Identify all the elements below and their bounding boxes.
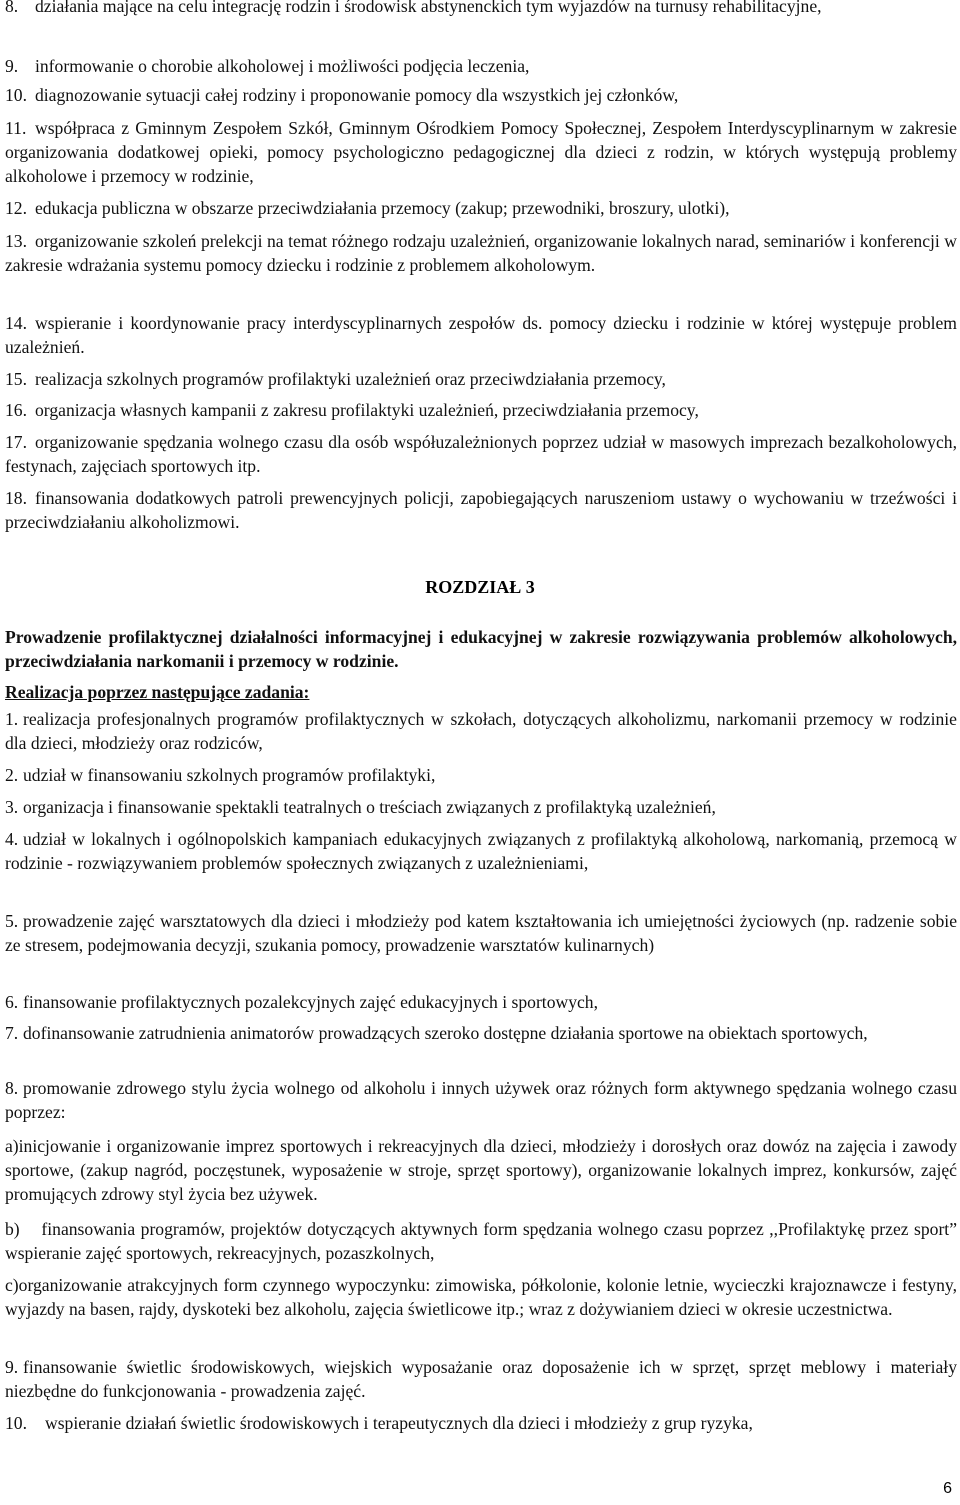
list-item: 14. wspieranie i koordynowanie pracy interdyscyplinarnych zespołów ds. pomocy dziecku i rodzinie w której występuje problem uzależnień.	[5, 313, 957, 357]
list-item: 10. wspieranie działań świetlic środowiskowych i terapeutycznych dla dzieci i młodzieży z grup ryzyka,	[5, 1413, 753, 1433]
list-item: 18. finansowania dodatkowych patroli prewencyjnych policji, zapobiegających naruszeniom ustawy o wychowaniu w trzeźwości i przeciwdziałaniu alkoholizmowi.	[5, 488, 957, 532]
list-item: 12. edukacja publiczna w obszarze przeciwdziałania przemocy (zakup; przewodniki, broszury, ulotki),	[5, 198, 730, 218]
sub-list-item: a)inicjowanie i organizowanie imprez sportowych i rekreacyjnych dla dzieci, młodzieży i dorosłych oraz dowóz na zajęcia i zawody sportowe, (zakup nagród, poczęstunek, wyposażenie w stroje, sprzęt sportowy), organizowanie lokalnych imprez, konkursów, zajęć promujących zdrowy styl życia bez używek.	[5, 1136, 957, 1204]
sub-list-item: c)organizowanie atrakcyjnych form czynnego wypoczynku: zimowiska, półkolonie, kolonie letnie, wycieczki krajoznawcze i festyny, wyjazdy na basen, rajdy, dyskoteki bez alkoholu, zajęcia świetlicowe itp.; wraz z dożywianiem dzieci w okresie uczestnictwa.	[5, 1275, 957, 1319]
list-item: 17. organizowanie spędzania wolnego czasu dla osób współuzależnionych poprzez udział w masowych imprezach bezalkoholowych, festynach, zajęciach sportowych itp.	[5, 432, 957, 476]
list-item: 8. promowanie zdrowego stylu życia wolnego od alkoholu i innych używek oraz różnych form aktywnego spędzania wolnego czasu poprzez:	[5, 1078, 957, 1122]
list-item: 16. organizacja własnych kampanii z zakresu profilaktyki uzależnień, przeciwdziałania przemocy,	[5, 400, 699, 420]
chapter-subtitle: Prowadzenie profilaktycznej działalności informacyjnej i edukacyjnej w zakresie rozwiązywania problemów alkoholowych, przeciwdziałania narkomanii i przemocy w rodzinie.	[5, 627, 957, 671]
list-item: 6. finansowanie profilaktycznych pozalekcyjnych zajęć edukacyjnych i sportowych,	[5, 992, 598, 1012]
list-item: 8. działania mające na celu integrację rodzin i środowisk abstynenckich tym wyjazdów na turnusy rehabilitacyjne,	[5, 0, 822, 16]
list-item: 3. organizacja i finansowanie spektakli teatralnych o treściach związanych z profilaktyką uzależnień,	[5, 797, 716, 817]
list-item: 13. organizowanie szkoleń prelekcji na temat różnego rodzaju uzależnień, organizowanie lokalnych narad, seminariów i konferencji w zakresie wdrażania systemu pomocy dziecku i rodzinie z problemem alkoholowym.	[5, 231, 957, 275]
list-item: 15. realizacja szkolnych programów profilaktyki uzależnień oraz przeciwdziałania przemocy,	[5, 369, 666, 389]
list-item: 10. diagnozowanie sytuacji całej rodziny i proponowanie pomocy dla wszystkich jej członków,	[5, 85, 679, 105]
list-item: 7. dofinansowanie zatrudnienia animatorów prowadzących szeroko dostępne działania sportowe na obiektach sportowych,	[5, 1023, 868, 1043]
list-item: 2. udział w finansowaniu szkolnych programów profilaktyki,	[5, 765, 436, 785]
list-item: 1. realizacja profesjonalnych programów profilaktycznych w szkołach, dotyczących alkoholizmu, narkomanii przemocy w rodzinie dla dzieci, młodzieży oraz rodziców,	[5, 709, 957, 753]
page-number: 6	[943, 1480, 952, 1497]
list-item: 4. udział w lokalnych i ogólnopolskich kampaniach edukacyjnych związanych z profilaktyką alkoholową, narkomanią, przemocą w rodzinie - rozwiązywaniem problemów społecznych związanych z uzależnieniami,	[5, 829, 957, 873]
list-item: 11. współpraca z Gminnym Zespołem Szkół, Gminnym Ośrodkiem Pomocy Społecznej, Zespołem Interdyscyplinarnym w zakresie organizowania dodatkowej opieki, pomocy psychologiczno pedagogicznej dla dzieci z rodzin, w których występują problemy alkoholowe i przemocy w rodzinie,	[5, 118, 957, 186]
tasks-heading: Realizacja poprzez następujące zadania:	[5, 682, 310, 702]
list-item: 5. prowadzenie zajęć warsztatowych dla dzieci i młodzieży pod katem kształtowania ich umiejętności życiowych (np. radzenie sobie ze stresem, podejmowania decyzji, szukania pomocy, prowadzenie warsztatów kulinarnych)	[5, 911, 957, 955]
list-item: 9. finansowanie świetlic środowiskowych, wiejskich wyposażanie oraz doposażenie ich w sprzęt, sprzęt meblowy i materiały niezbędne do funkcjonowania - prowadzenia zajęć.	[5, 1357, 957, 1401]
sub-list-item: b) finansowania programów, projektów dotyczących aktywnych form spędzania wolnego czasu poprzez ,,Profilaktykę przez sport” wspieranie zajęć sportowych, rekreacyjnych, pozaszkolnych,	[5, 1219, 958, 1263]
list-item: 9. informowanie o chorobie alkoholowej i możliwości podjęcia leczenia,	[5, 56, 530, 76]
chapter-title: ROZDZIAŁ 3	[425, 577, 535, 597]
